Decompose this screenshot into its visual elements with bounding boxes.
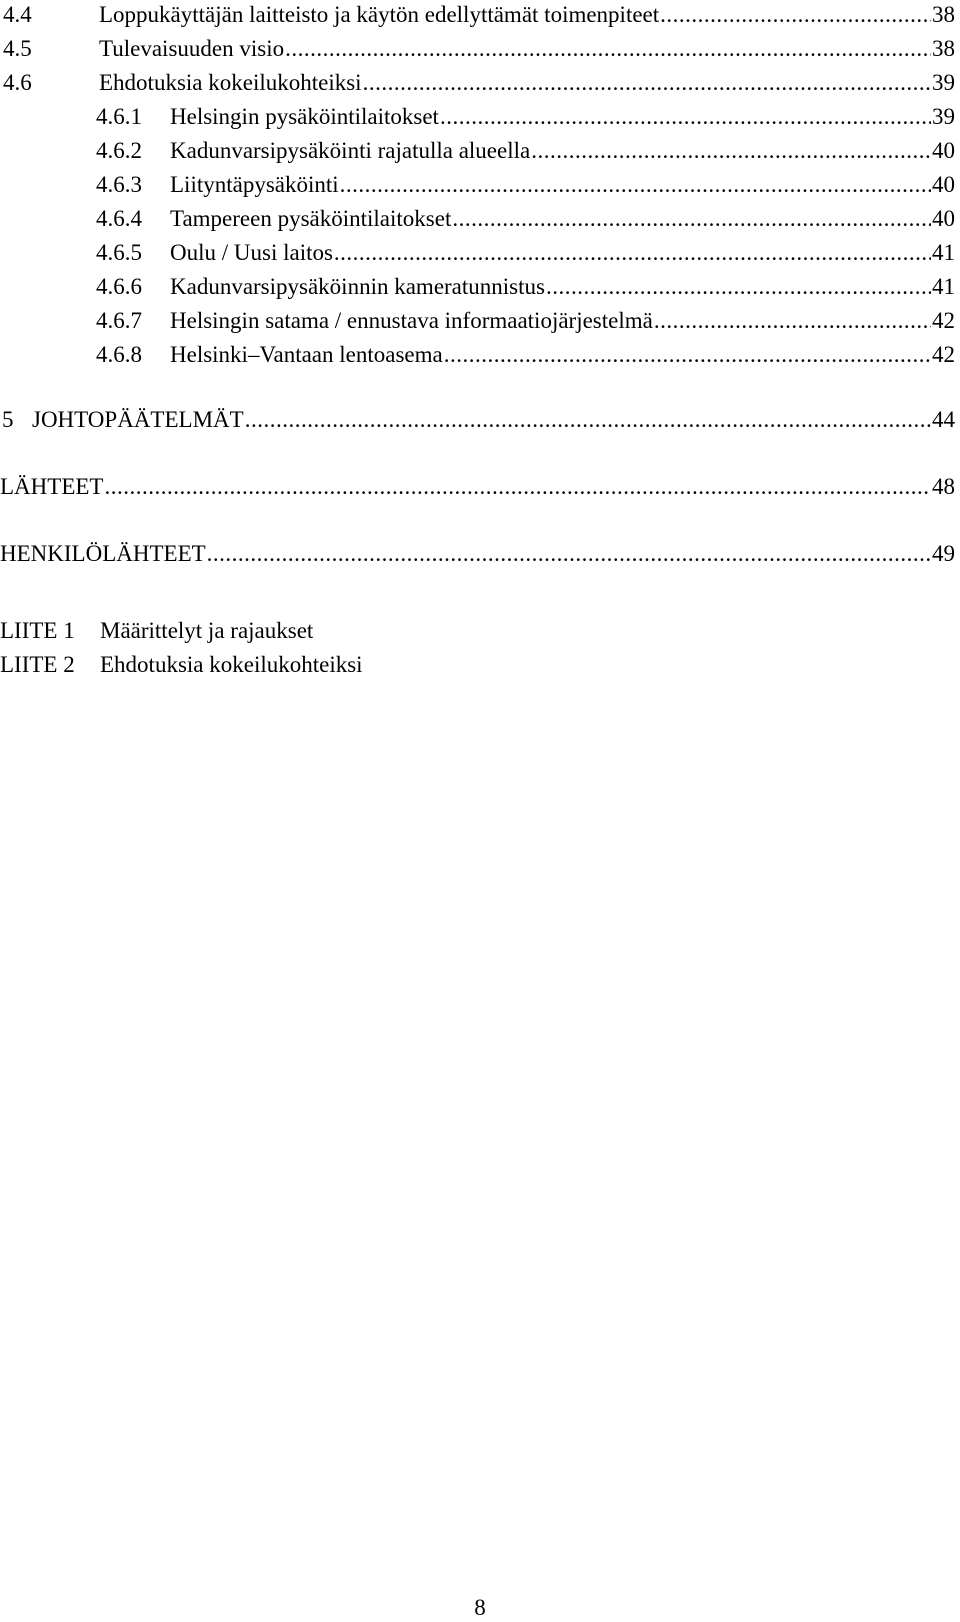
toc-entry-page: 42 (932, 308, 955, 333)
toc-entry-number: 4.6.6 (96, 274, 142, 299)
toc-entry-title: JOHTOPÄÄTELMÄT (32, 407, 244, 432)
appendix-label: LIITE 1 (0, 618, 75, 643)
toc-entry-4-6 (0, 68, 955, 98)
toc-dot-leader (340, 170, 931, 200)
toc-entry-number: 4.6.4 (96, 206, 142, 231)
toc-entry-title: Kadunvarsipysäköinti rajatulla alueella (170, 138, 531, 163)
toc-entry-number: 4.5 (3, 36, 32, 61)
toc-entry-title: Loppukäyttäjän laitteisto ja käytön edellyttämät toimenpiteet (99, 2, 660, 27)
toc-entry-4-6-8 (0, 340, 955, 370)
toc-entry-4-5 (0, 34, 955, 64)
toc-dot-leader (531, 136, 931, 166)
toc-entry-page: 39 (932, 70, 955, 95)
appendix-title: Ehdotuksia kokeilukohteiksi (100, 652, 363, 677)
toc-entry-title: Tulevaisuuden visio (99, 36, 285, 61)
toc-entry-page: 49 (932, 541, 955, 566)
toc-dot-leader (104, 472, 931, 502)
toc-entry-title: HENKILÖLÄHTEET (0, 541, 206, 566)
toc-dot-leader (334, 238, 931, 268)
toc-entry-page: 40 (932, 172, 955, 197)
toc-entry-page: 38 (932, 2, 955, 27)
toc-dot-leader (452, 204, 931, 234)
toc-entry-number: 5 (2, 407, 14, 432)
toc-entry-4-6-2 (0, 136, 955, 166)
toc-entry-4-6-7 (0, 306, 955, 336)
toc-dot-leader (660, 0, 931, 30)
toc-dot-leader (546, 272, 931, 302)
toc-dot-leader (654, 306, 931, 336)
page-number: 8 (474, 1595, 486, 1620)
toc-entry-page: 41 (932, 240, 955, 265)
toc-entry-title: Helsingin pysäköintilaitokset (170, 104, 439, 129)
toc-entry-number: 4.4 (3, 2, 32, 27)
toc-entry-number: 4.6.5 (96, 240, 142, 265)
toc-entry-4-6-6 (0, 272, 955, 302)
toc-entry-title: Oulu / Uusi laitos (170, 240, 333, 265)
toc-dot-leader (285, 34, 931, 64)
toc-dot-leader (245, 405, 931, 435)
appendix-title: Määrittelyt ja rajaukset (100, 618, 314, 643)
toc-entry-number: 4.6.7 (96, 308, 142, 333)
toc-entry-5 (0, 405, 955, 435)
toc-entry-4-6-5 (0, 238, 955, 268)
toc-entry-lahteet (0, 472, 955, 502)
toc-entry-4-6-3 (0, 170, 955, 200)
toc-dot-leader (440, 102, 931, 132)
appendix-entry-1 (0, 616, 313, 646)
toc-entry-number: 4.6 (3, 70, 32, 95)
toc-entry-page: 40 (932, 206, 955, 231)
toc-entry-page: 40 (932, 138, 955, 163)
toc-entry-title: Helsingin satama / ennustava informaatiojärjestelmä (170, 308, 653, 333)
appendix-label: LIITE 2 (0, 652, 75, 677)
toc-dot-leader (207, 539, 931, 569)
toc-entry-number: 4.6.8 (96, 342, 142, 367)
toc-entry-title: Tampereen pysäköintilaitokset (170, 206, 452, 231)
toc-entry-title: Helsinki–Vantaan lentoasema (170, 342, 443, 367)
toc-entry-4-4 (0, 0, 955, 30)
toc-entry-4-6-4 (0, 204, 955, 234)
toc-entry-number: 4.6.2 (96, 138, 142, 163)
toc-entry-4-6-1 (0, 102, 955, 132)
toc-dot-leader (444, 340, 931, 370)
toc-entry-title: Liityntäpysäköinti (170, 172, 339, 197)
toc-entry-page: 48 (932, 474, 955, 499)
toc-entry-henkilolahteet (0, 539, 955, 569)
toc-dot-leader (363, 68, 931, 98)
appendix-entry-2 (0, 650, 363, 680)
toc-entry-page: 41 (932, 274, 955, 299)
toc-entry-title: Ehdotuksia kokeilukohteiksi (99, 70, 362, 95)
toc-entry-page: 39 (932, 104, 955, 129)
toc-entry-page: 42 (932, 342, 955, 367)
toc-entry-title: LÄHTEET (0, 474, 104, 499)
toc-entry-number: 4.6.1 (96, 104, 142, 129)
toc-entry-page: 38 (932, 36, 955, 61)
toc-entry-page: 44 (932, 407, 955, 432)
toc-entry-title: Kadunvarsipysäköinnin kameratunnistus (170, 274, 545, 299)
toc-entry-number: 4.6.3 (96, 172, 142, 197)
